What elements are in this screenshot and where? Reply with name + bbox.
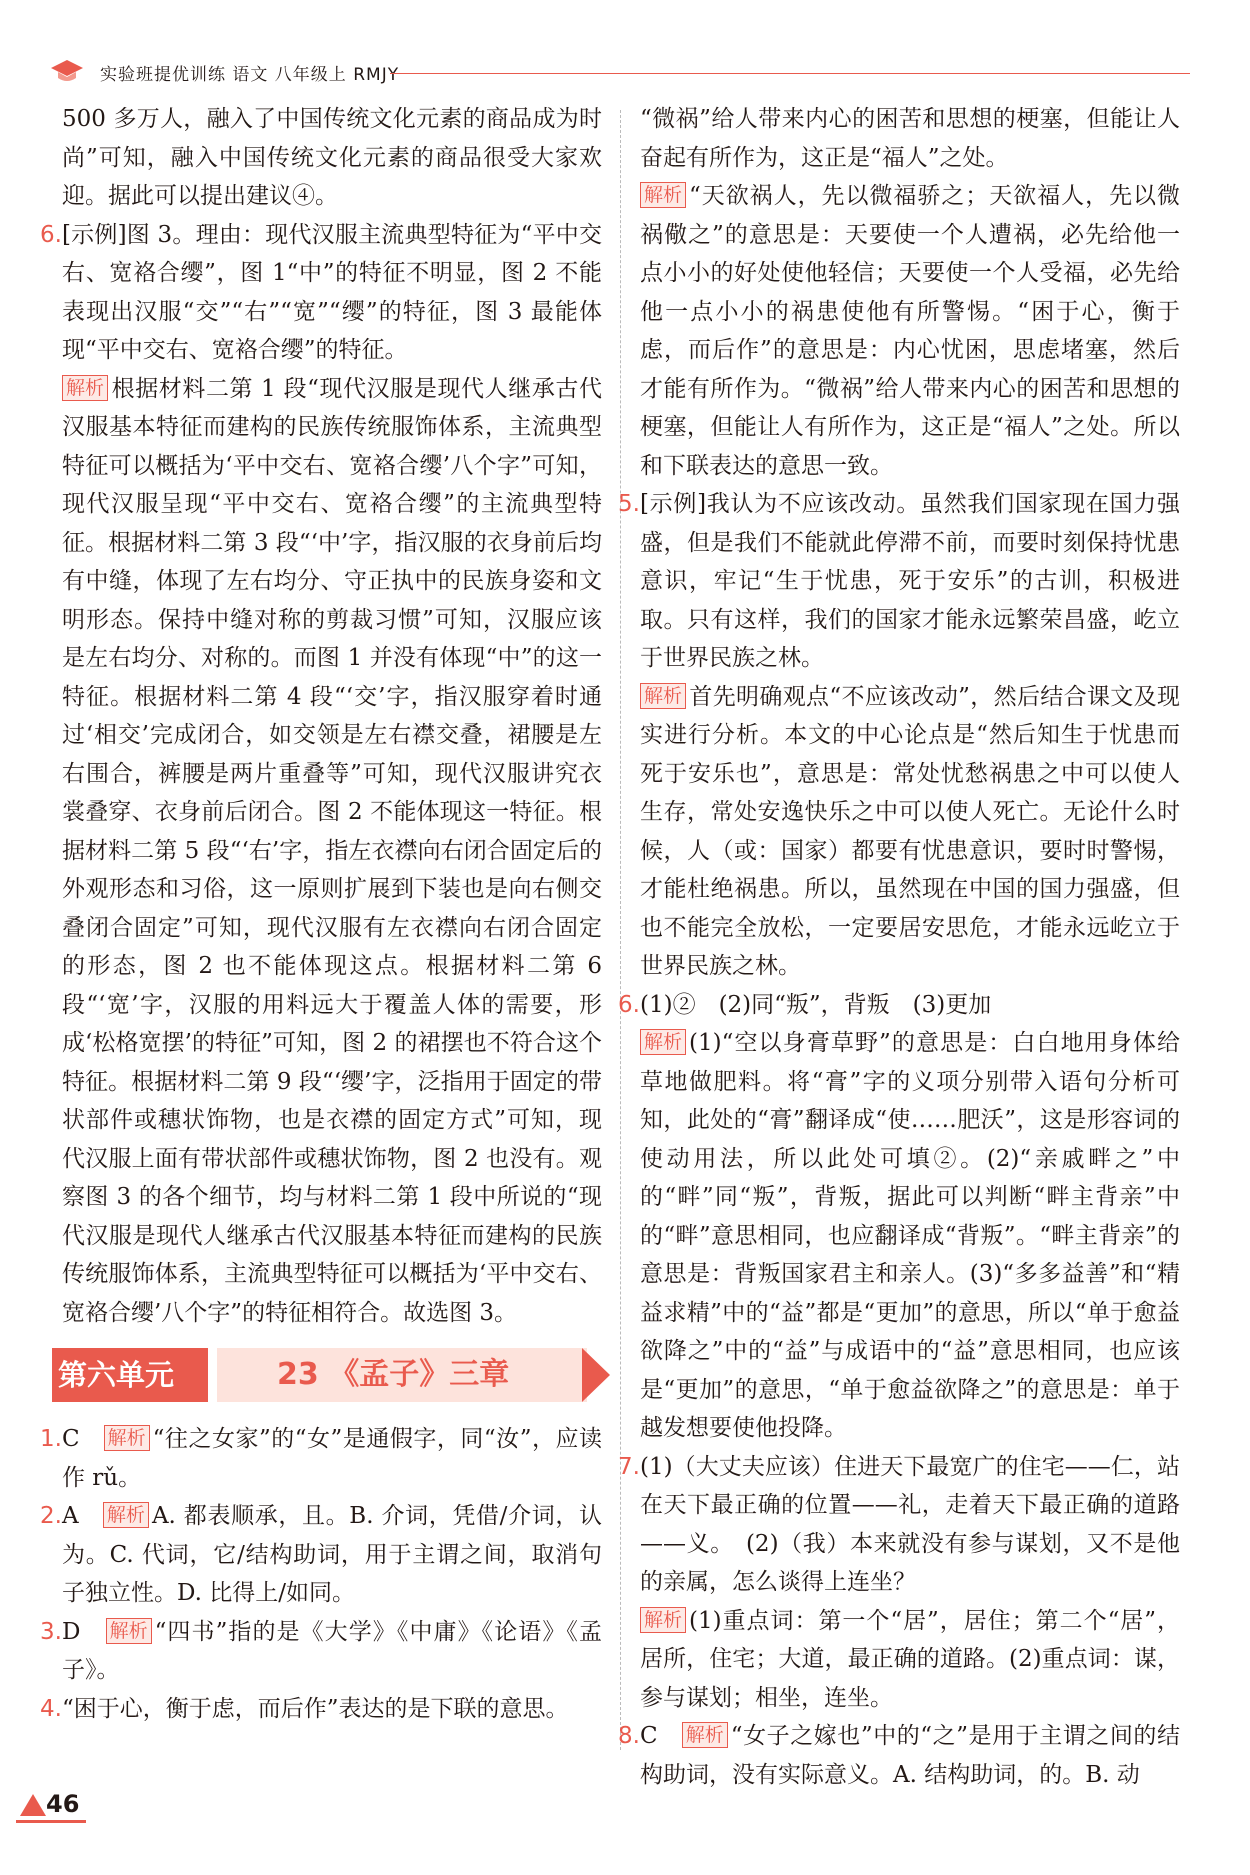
answer-2	[40, 1497, 603, 1613]
analysis-text: “往之女家”的“女”是通假字，同“汝”，应读作 rǔ。	[62, 1426, 602, 1491]
answer-number: 6.	[618, 991, 640, 1018]
unit-label: 第六单元	[52, 1348, 208, 1402]
analysis-label: 解析	[103, 1502, 149, 1528]
answer-number: 6.	[40, 221, 62, 248]
banner-arrow-icon	[582, 1348, 610, 1402]
answer-6	[40, 216, 602, 1333]
answer-continued-text: 500 多万人，融入了中国传统文化元素的商品成为时尚”可知，融入中国传统文化元素的商品很受大家欢迎。据此可以提出建议④。	[62, 106, 602, 209]
answer-number: 1.	[40, 1426, 62, 1452]
answer-number: 2.	[40, 1503, 62, 1529]
page-number-underline	[16, 1820, 86, 1823]
analysis-label: 解析	[640, 683, 686, 709]
answer-text: C	[640, 1723, 658, 1749]
page-number	[16, 1790, 86, 1824]
answer-text: [示例]我认为不应该改动。虽然我们国家现在国力强盛，但是我们不能就此停滞不前，而要时刻保持忧患意识，牢记“生于忧患，死于安乐”的古训，积极进取。只有这样，我们的国家才能永远繁荣昌盛，屹立于世界民族之林。	[640, 491, 1180, 671]
column-divider	[620, 110, 621, 1750]
answer-number: 3.	[40, 1618, 62, 1645]
answer-continued-text: “微祸”给人带来内心的困苦和思想的梗塞，但能让人奋起有所作为，这正是“福人”之处。	[640, 106, 1180, 171]
page-number-text: 46	[46, 1790, 80, 1818]
analysis-text: (1)重点词：第一个“居”，居住；第二个“居”，居所，住宅；大道，最正确的道路。(2)重点词：谋，参与谋划；相坐，连坐。	[640, 1607, 1180, 1711]
analysis-label: 解析	[104, 1425, 150, 1451]
answer-text: C	[62, 1426, 80, 1452]
answer-number: 4.	[40, 1695, 62, 1722]
lesson-title: 23 《孟子》三章	[217, 1348, 587, 1402]
answer-text: A	[62, 1503, 79, 1529]
header-title: 实验班提优训练 语文 八年级上 RMJY	[100, 65, 400, 85]
answer-3	[40, 1613, 602, 1690]
answer-number: 8.	[618, 1723, 640, 1749]
analysis-label: 解析	[640, 1029, 686, 1055]
analysis-label: 解析	[640, 1607, 686, 1633]
analysis-text: 首先明确观点“不应该改动”，然后结合课文及现实进行分析。本文的中心论点是“然后知生于忧患而死于安乐也”，意思是：常处忧愁祸患之中可以使人生存，常处安逸快乐之中可以使人死亡。无论什么时候，人（或：国家）都要有忧患意识，要时时警惕，才能杜绝祸患。所以，虽然现在中国的国力强盛，但也不能完全放松，一定要居安思危，才能永远屹立于世界民族之林。	[640, 683, 1180, 979]
analysis-text: 根据材料二第 1 段“现代汉服是现代人继承古代汉服基本特征而建构的民族传统服饰体系，主流典型特征可以概括为‘平中交右、宽袼合缨’八个字”可知，现代汉服呈现“平中交右、宽袼合缨”的主流典型特征。根据材料二第 3 段“‘中’字，指汉服的衣身前后均有中缝，体现了左右均分、守正执中的民族身姿和文明形态。保持中缝对称的剪裁习惯”可知，汉服应该是左右均分、对称的。而图 1 并没有体现“中”的这一特征。根据材料二第 4 段“‘交’字，指汉服穿着时通过‘相交’完成闭合，如交领是左右襟交叠，裙腰是左右围合，裤腰是两片重叠等”可知，现代汉服讲究衣裳叠穿、衣身前后闭合。图 2 不能体现这一特征。根据材料二第 5 段“‘右’字，指左衣襟向右闭合固定后的外观形态和习俗，这一原则扩展到下装也是向右侧交叠闭合固定”可知，现代汉服有左衣襟向右闭合固定的形态，图 2 也不能体现这点。根据材料二第 6 段“‘宽’字，汉服的用料远大于覆盖人体的需要，形成‘松格宽摆’的特征”可知，图 2 的裙摆也不符合这个特征。根据材料二第 9 段“‘缨’字，泛指用于固定的带状部件或穗状饰物，也是衣襟的固定方式”可知，现代汉服上面有带状部件或穗状饰物，图 2 也没有。观察图 3 的各个细节，均与材料二第 1 段中所说的“现代汉服是现代人继承古代汉服基本特征而建构的民族传统服饰体系，主流典型特征可以概括为‘平中交右、宽袼合缨’八个字”的特征相符合。故选图 3。	[62, 375, 602, 1326]
answer-text: [示例]图 3。理由：现代汉服主流典型特征为“平中交右、宽袼合缨”，图 1“中”的特征不明显，图 2 不能表现出汉服“交”“右”“宽”“缨”的特征，图 3 最能体现“平中交右、宽袼合缨”的特征。	[62, 221, 602, 363]
triangle-icon	[20, 1794, 46, 1816]
left-column	[40, 100, 603, 1728]
analysis-label: 解析	[106, 1618, 152, 1644]
unit-banner	[52, 1344, 612, 1406]
analysis-text: (1)“空以身膏草野”的意思是：白白地用身体给草地做肥料。将“膏”字的义项分别带入语句分析可知，此处的“膏”翻译成“使……肥沃”，这是形容词的使动用法，所以此处可填②。(2)“亲戚畔之”中的“畔”同“叛”，背叛，据此可以判断“畔主背亲”中的“畔”意思相同，也应翻译成“背叛”。“畔主背亲”的意思是：背叛国家君主和亲人。(3)“多多益善”和“精益求精”中的“益”都是“更加”的意思，所以“单于愈益欲降之”中的“益”与成语中的“益”意思相同，也应该是“更加”的意思，“单于愈益欲降之”的意思是：单于越发想要使他投降。	[640, 1030, 1180, 1441]
answer-text: (1)（大丈夫应该）住进天下最宽广的住宅——仁，站在天下最正确的位置——礼，走着天下最正确的道路——义。 (2)（我）本来就没有参与谋划，又不是他的亲属，怎么谈得上连坐？	[640, 1453, 1180, 1595]
graduation-cap-icon	[50, 58, 84, 84]
page-header	[0, 52, 1250, 92]
analysis-text: “四书”指的是《大学》《中庸》《论语》《孟子》。	[62, 1618, 602, 1683]
answer-number: 5.	[618, 491, 640, 517]
header-divider	[390, 73, 1190, 74]
answer-7	[618, 1448, 1180, 1718]
answer-text: (1)② (2)同“叛”，背叛 (3)更加	[640, 991, 992, 1018]
answer-text: D	[62, 1618, 81, 1645]
answer-4	[40, 1690, 602, 1729]
analysis-label: 解析	[62, 375, 108, 401]
answer-8	[618, 1717, 1180, 1794]
answer-number: 7.	[618, 1453, 640, 1480]
analysis-label: 解析	[682, 1722, 728, 1748]
answer-text: “困于心，衡于虑，而后作”表达的是下联的意思。	[62, 1695, 569, 1722]
analysis-label: 解析	[640, 182, 686, 208]
analysis-text: “女子之嫁也”中的“之”是用于主谓之间的结构助词，没有实际意义。A. 结构助词，的。B. 动	[640, 1723, 1180, 1788]
answer-1	[40, 1420, 602, 1497]
answer-5	[618, 485, 1180, 986]
answer-6b	[618, 986, 1180, 1448]
analysis-text: A. 都表顺承，且。B. 介词，凭借/介词，认为。C. 代词，它/结构助词，用于主谓之间，取消句子独立性。D. 比得上/如同。	[62, 1503, 603, 1606]
right-column	[618, 100, 1180, 1794]
analysis-text: “天欲祸人，先以微福骄之；天欲福人，先以微祸儆之”的意思是：天要使一个人遭祸，必先给他一点小小的好处使他轻信；天要使一个人受福，必先给他一点小小的祸患使他有所警惕。“困于心，衡于虑，而后作”的意思是：内心忧困，思虑堵塞，然后才能有所作为。“微祸”给人带来内心的困苦和思想的梗塞，但能让人有所作为，这正是“福人”之处。所以和下联表达的意思一致。	[640, 183, 1180, 479]
